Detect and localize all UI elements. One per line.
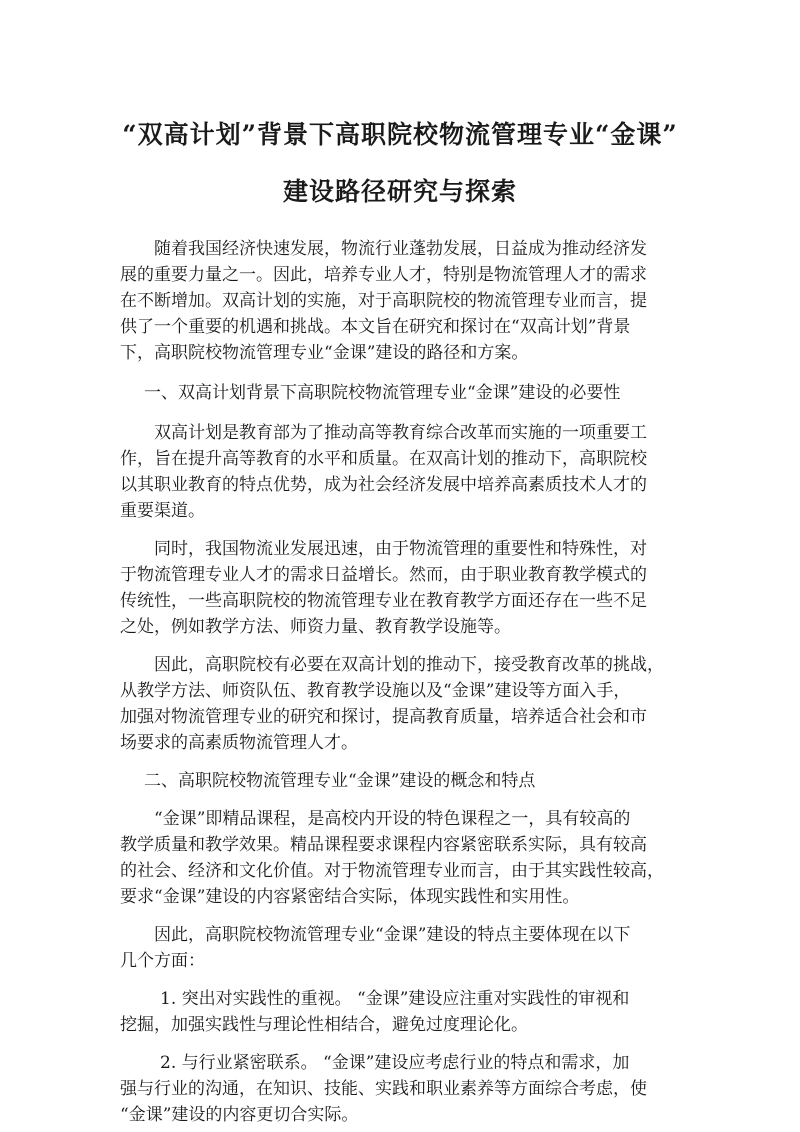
text-line: 双高计划是教育部为了推动高等教育综合改革而实施的一项重要工 [154, 423, 647, 443]
text-line: 从教学方法、师资队伍、教育教学设施以及“金课”建设等方面入手， [120, 681, 631, 701]
text-line: 要求“金课”建设的内容紧密结合实际，体现实践性和实用性。 [120, 887, 580, 907]
text-line: 的社会、经济和文化价值。对于物流管理专业而言，由于其实践性较高， [120, 861, 664, 881]
text-line: 作，旨在提升高等教育的水平和质量。在双高计划的推动下，高职院校 [120, 449, 647, 469]
text-line: 强与行业的沟通，在知识、技能、实践和职业素养等方面综合考虑，使 [120, 1079, 647, 1099]
text-line: 供了一个重要的机遇和挑战。本文旨在研究和探讨在“双高计划”背景 [120, 317, 631, 337]
section-heading-1 [120, 380, 680, 406]
text-line: 2. 与行业紧密联系。 “金课”建设应考虑行业的特点和需求，加 [160, 1053, 630, 1073]
text-line: “金课”即精品课程，是高校内开设的特色课程之一，具有较高的 [154, 809, 631, 829]
text-line: 1. 突出对实践性的重视。 “金课”建设应注重对实践性的审视和 [160, 989, 630, 1009]
list-item [120, 986, 680, 1038]
text-line: 展的重要力量之一。因此，培养专业人才，特别是物流管理人才的需求 [120, 265, 647, 285]
text-line: 几个方面： [120, 951, 205, 971]
text-line: 于物流管理专业人才的需求日益增长。然而，由于职业教育教学模式的 [120, 565, 647, 585]
title-line-1: “双高计划”背景下高职院校物流管理专业“金课” [122, 120, 678, 149]
paragraph-intro [120, 236, 680, 366]
title-line-2: 建设路径研究与探索 [282, 177, 517, 206]
text-line: 加强对物流管理专业的研究和探讨，提高教育质量，培养适合社会和市 [120, 707, 647, 727]
text-line: 二、高职院校物流管理专业“金课”建设的概念和特点 [144, 771, 536, 791]
section-heading-2 [120, 768, 680, 794]
paragraph [120, 420, 680, 524]
text-line: 因此，高职院校有必要在双高计划的推动下，接受教育改革的挑战， [154, 655, 664, 675]
document-body [120, 236, 680, 1128]
text-line: 以其职业教育的特点优势，成为社会经济发展中培养高素质技术人才的 [120, 475, 647, 495]
paragraph [120, 652, 680, 756]
text-line: 同时，我国物流业发展迅速，由于物流管理的重要性和特殊性，对 [154, 539, 647, 559]
paragraph [120, 922, 680, 974]
paragraph [120, 536, 680, 640]
text-line: 传统性，一些高职院校的物流管理专业在教育教学方面还存在一些不足 [120, 591, 647, 611]
text-line: 之处，例如教学方法、师资力量、教育教学设施等。 [120, 617, 511, 637]
text-line: 随着我国经济快速发展，物流行业蓬勃发展，日益成为推动经济发 [154, 239, 647, 259]
text-line: 重要渠道。 [120, 501, 205, 521]
list-item [120, 1050, 680, 1128]
paragraph [120, 806, 680, 910]
text-line: 场要求的高素质物流管理人才。 [120, 733, 358, 753]
text-line: 挖掘，加强实践性与理论性相结合，避免过度理论化。 [120, 1015, 528, 1035]
text-line: 一、双高计划背景下高职院校物流管理专业“金课”建设的必要性 [144, 383, 621, 403]
text-line: 下，高职院校物流管理专业“金课”建设的路径和方案。 [120, 343, 529, 363]
text-line: 教学质量和教学效果。精品课程要求课程内容紧密联系实际，具有较高 [120, 835, 647, 855]
text-line: 因此，高职院校物流管理专业“金课”建设的特点主要体现在以下 [154, 925, 631, 945]
text-line: 在不断增加。双高计划的实施，对于高职院校的物流管理专业而言，提 [120, 291, 647, 311]
text-line: “金课”建设的内容更切合实际。 [120, 1105, 359, 1125]
